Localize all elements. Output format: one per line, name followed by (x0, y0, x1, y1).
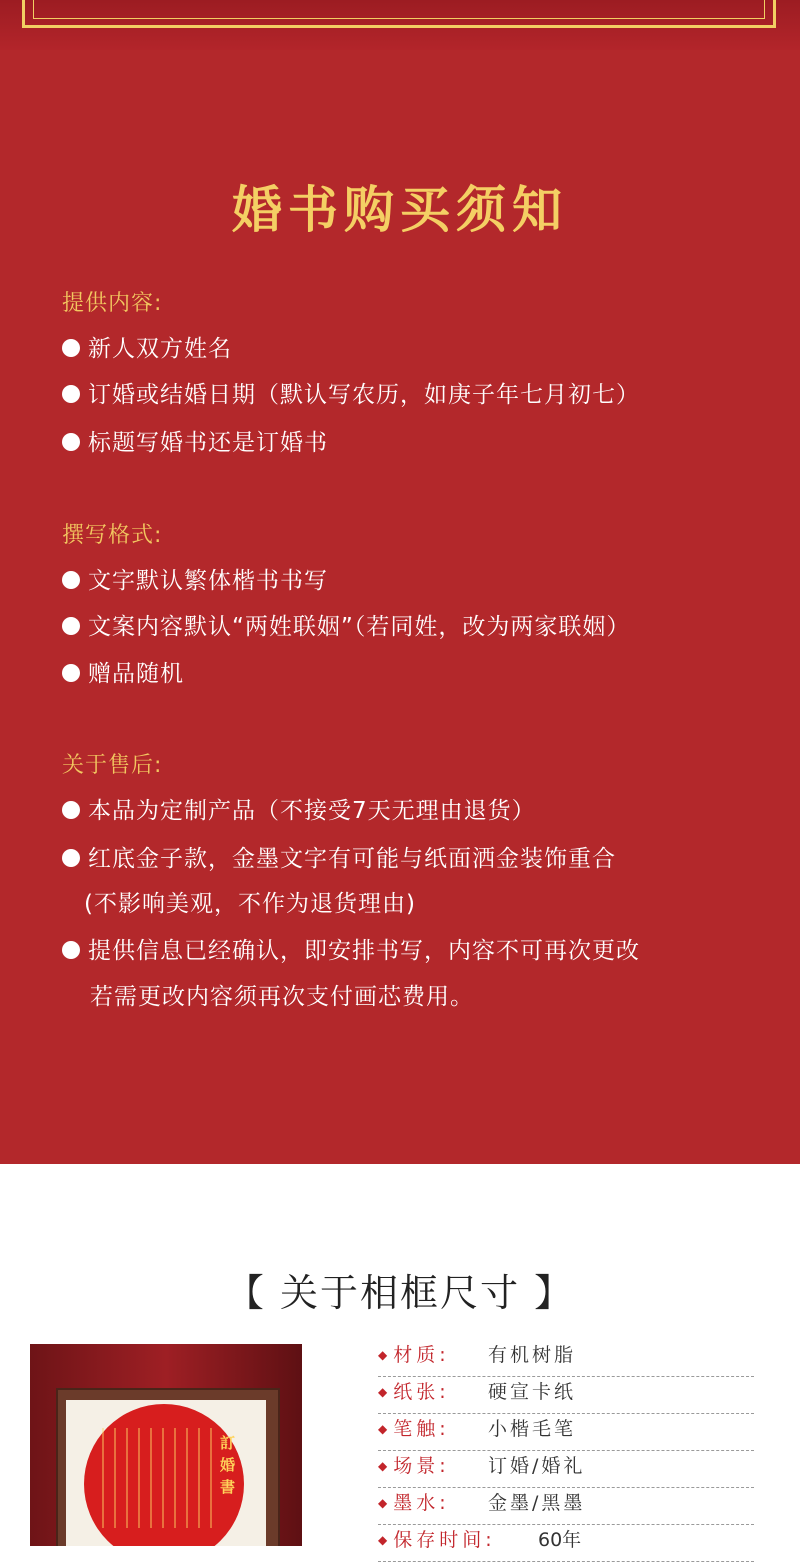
notice-item: 文案内容默认“两姓联姻”（若同姓，改为两家联姻） (62, 608, 630, 641)
notice-item: 赠品随机 (62, 655, 184, 688)
spec-row: ◆ 笔触: 小楷毛笔 (378, 1414, 754, 1451)
spec-row: ◆ 保存时间: 60年 (378, 1525, 754, 1562)
notice-item: 新人双方姓名 (62, 330, 232, 363)
diamond-bullet-icon: ◆ (378, 1422, 388, 1436)
diamond-bullet-icon: ◆ (378, 1385, 388, 1399)
section-heading-content: 提供内容: (62, 291, 163, 316)
bullet-dot-icon (62, 433, 80, 451)
top-decorative-band (0, 0, 800, 50)
bullet-dot-icon (62, 801, 80, 819)
bullet-dot-icon (62, 941, 80, 959)
notice-item-continuation: 若需更改内容须再次支付画芯费用。 (90, 984, 474, 1010)
spec-list (378, 1340, 754, 1562)
diamond-bullet-icon: ◆ (378, 1533, 388, 1547)
spec-row: ◆ 材质: 有机树脂 (378, 1340, 754, 1377)
notice-item: 本品为定制产品（不接受7天无理由退货） (62, 792, 536, 825)
spec-row: ◆ 纸张: 硬宣卡纸 (378, 1377, 754, 1414)
notice-item: 订婚或结婚日期（默认写农历，如庚子年七月初七） (62, 376, 640, 409)
spec-row: ◆ 场景: 订婚/婚礼 (378, 1451, 754, 1488)
gold-frame-border (22, 0, 776, 28)
bullet-dot-icon (62, 664, 80, 682)
photo-heading-char: 婚 (220, 1456, 236, 1474)
photo-heading-char: 書 (220, 1478, 236, 1496)
section-heading-format: 撰写格式: (62, 523, 163, 548)
diamond-bullet-icon: ◆ (378, 1496, 388, 1510)
bullet-dot-icon (62, 849, 80, 867)
section-heading-after-sales: 关于售后: (62, 753, 163, 778)
bullet-dot-icon (62, 571, 80, 589)
notice-item: 文字默认繁体楷书书写 (62, 562, 328, 595)
spec-row: ◆ 墨水: 金墨/黑墨 (378, 1488, 754, 1525)
photo-heading-char: 訂 (220, 1434, 236, 1452)
bullet-dot-icon (62, 339, 80, 357)
notice-item: 提供信息已经确认，即安排书写，内容不可再次更改 (62, 932, 640, 965)
bullet-dot-icon (62, 385, 80, 403)
product-photo (30, 1344, 302, 1546)
calligraphy-text-columns (102, 1428, 212, 1528)
purchase-notice-panel (0, 50, 800, 1164)
notice-item: 标题写婚书还是订婚书 (62, 424, 328, 457)
notice-item: 红底金子款，金墨文字有可能与纸面洒金装饰重合 (62, 840, 616, 873)
frame-size-title: 【 关于相框尺寸 】 (225, 1271, 575, 1315)
notice-title: 婚书购买须知 (232, 180, 568, 239)
diamond-bullet-icon: ◆ (378, 1348, 388, 1362)
diamond-bullet-icon: ◆ (378, 1459, 388, 1473)
notice-item-continuation: (不影响美观，不作为退货理由) (84, 891, 416, 917)
bullet-dot-icon (62, 617, 80, 635)
